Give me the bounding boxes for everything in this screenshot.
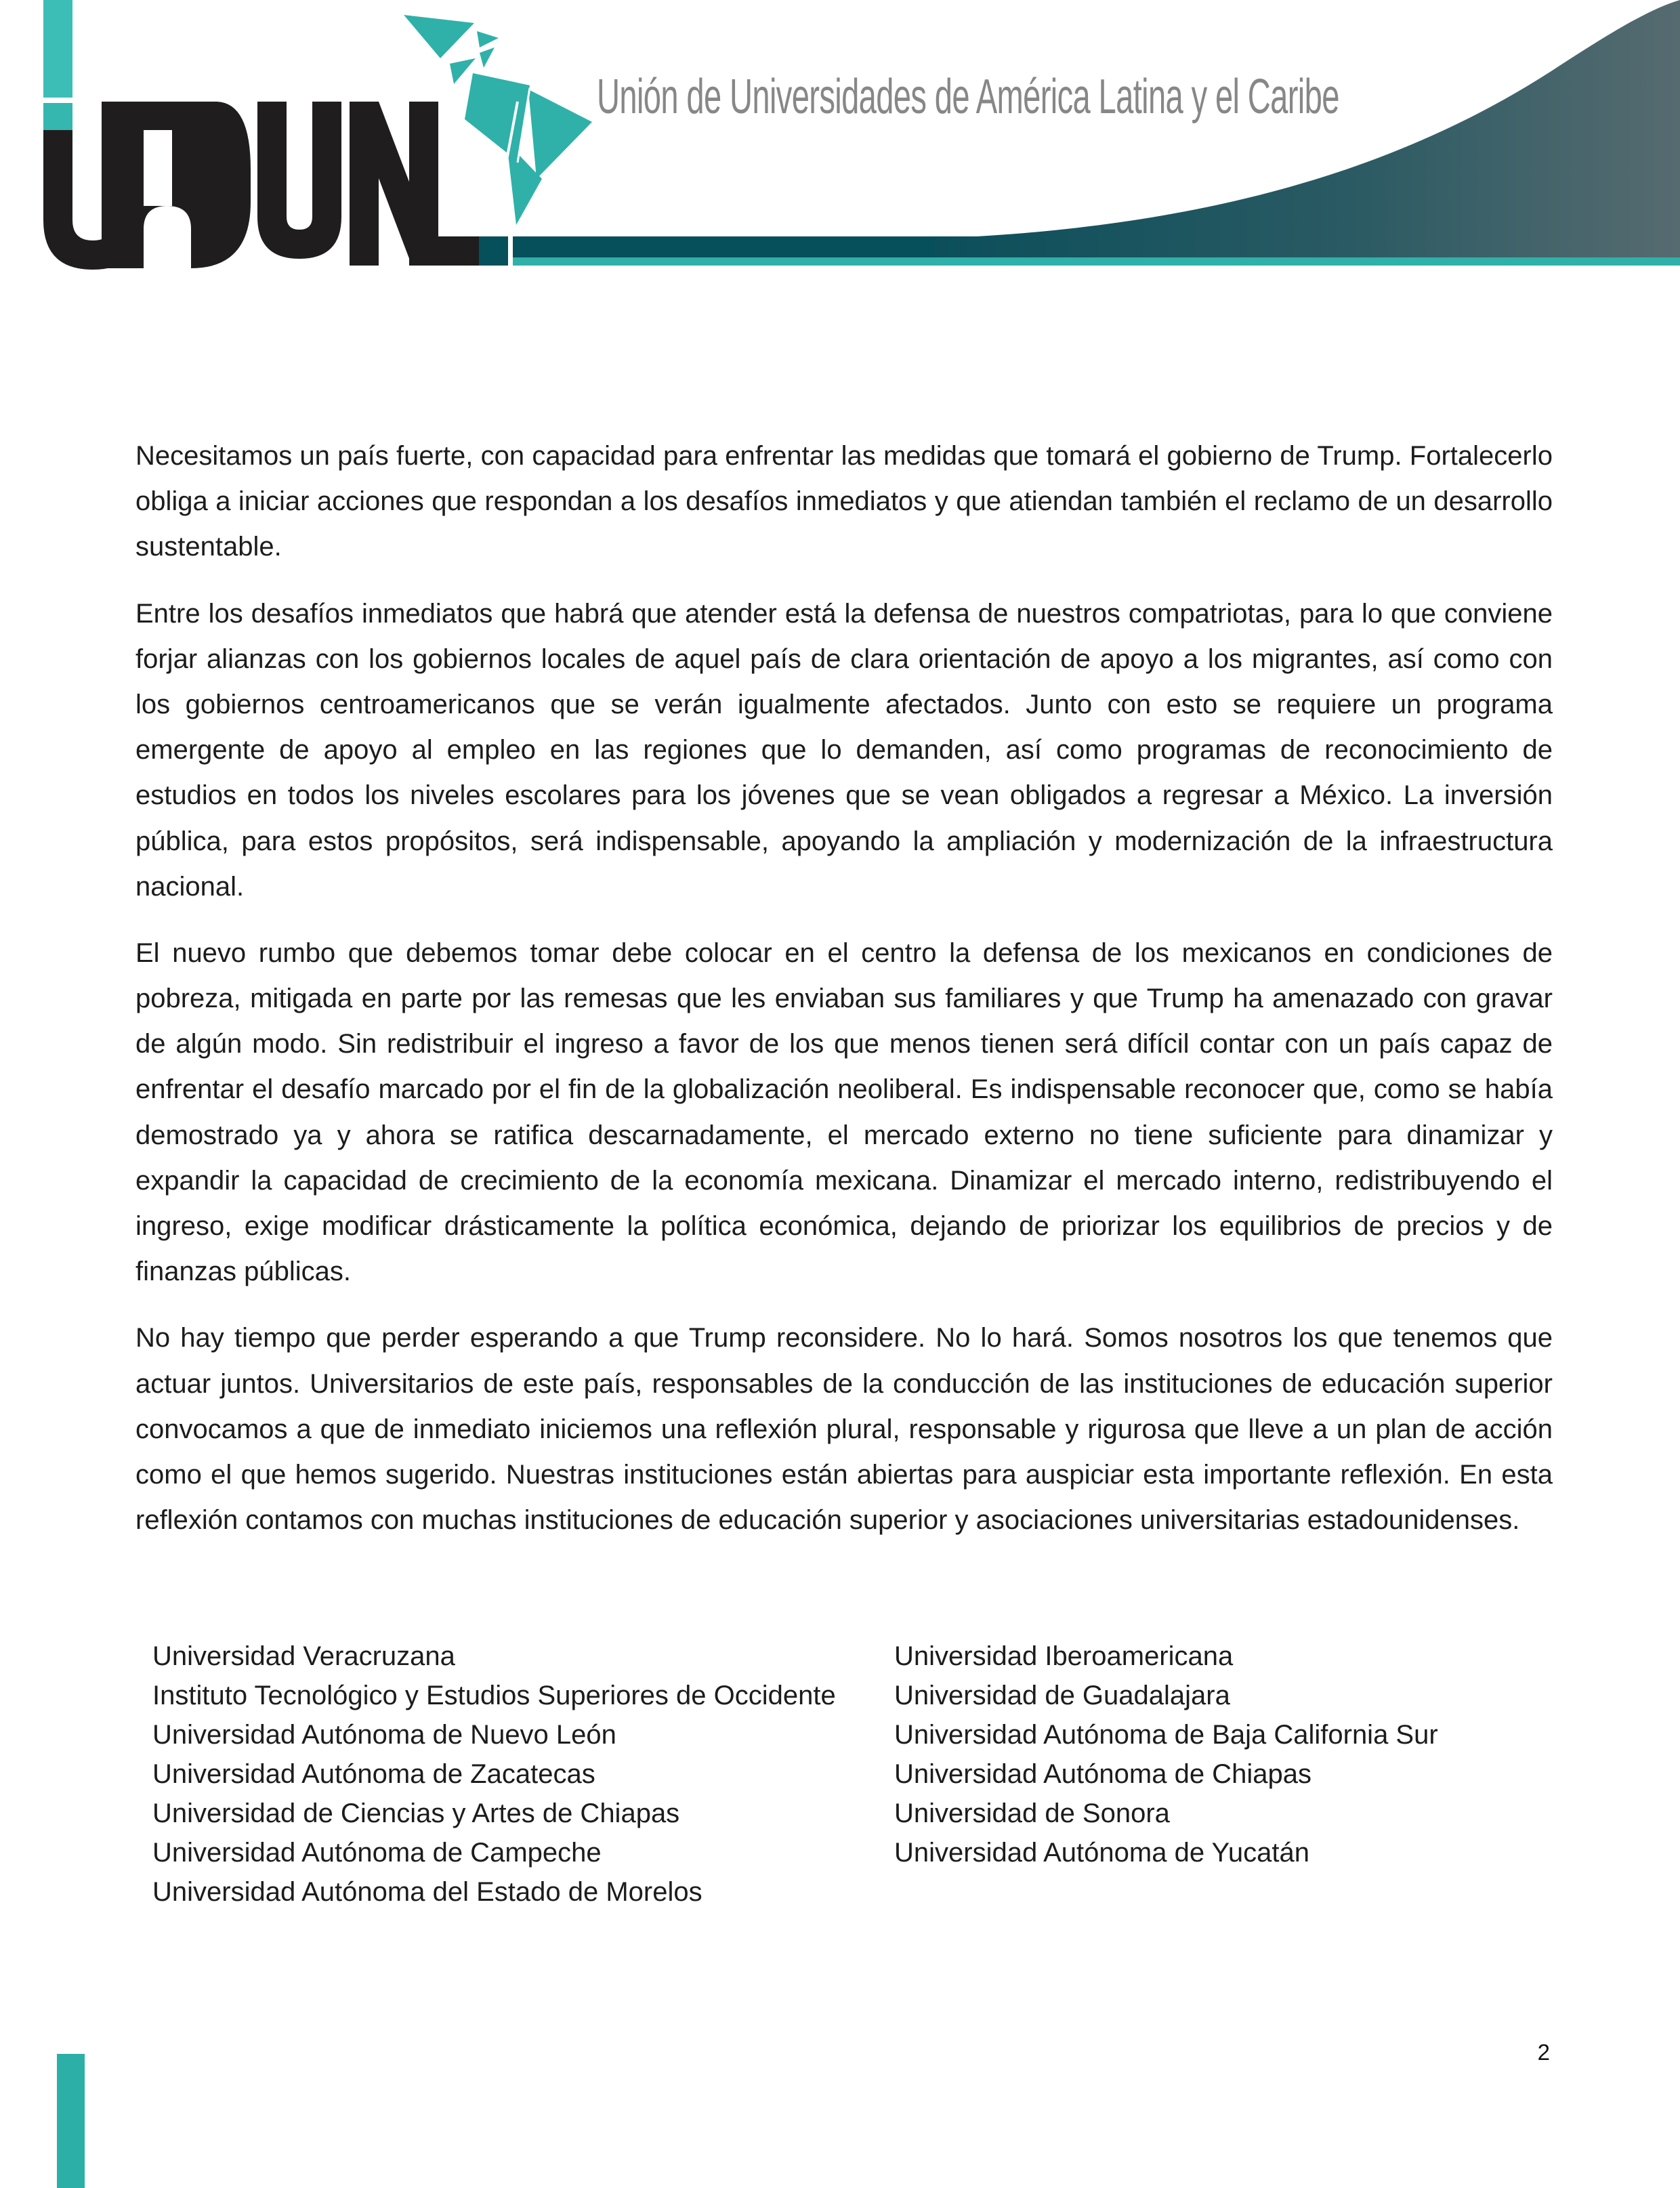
page-number: 2: [1537, 2040, 1550, 2065]
university-list-left-column: [152, 1637, 894, 1912]
bottom-accent-bar: [57, 2054, 85, 2188]
university-list-item: Universidad Autónoma de Nuevo León: [152, 1720, 616, 1750]
university-list: [152, 1637, 1595, 1912]
paragraph: El nuevo rumbo que debemos tomar debe colocar en el centro la defensa de los mexicanos en condiciones de pobreza, mitigada en parte por las remesas que les enviaban sus familiares y que Trump ha amenazado con gravar de algún modo. Sin redistribuir el ingreso a favor de los que menos tienen será difícil contar con un país capaz de enfrentar el desafío marcado por el fin de la globalización neoliberal. Es indispensable reconocer que, como se había demostrado ya y ahora se ratifica descarnadamente, el mercado externo no tiene suficiente para dinamizar y expandir la capacidad de crecimiento de la economía mexicana. Dinamizar el mercado interno, redistribuyendo el ingreso, exige modificar drásticamente la política económica, dejando de priorizar los equilibrios de precios y de finanzas públicas.: [135, 938, 1553, 1287]
university-list-item: Universidad Autónoma de Baja California Sur: [894, 1720, 1438, 1750]
paragraph: No hay tiempo que perder esperando a que Trump reconsidere. No lo hará. Somos nosotros los que tenemos que actuar juntos. Universitarios de este país, responsables de la conducción de las instituciones de educación superior convocamos a que de inmediato iniciemos una reflexión plural, responsable y rigurosa que lleve a un plan de acción como el que hemos sugerido. Nuestras instituciones están abiertas para auspiciar esta importante reflexión. En esta reflexión contamos con muchas instituciones de educación superior y asociaciones universitarias estadounidenses.: [135, 1323, 1553, 1536]
university-list-item: Universidad Autónoma de Zacatecas: [152, 1759, 595, 1789]
header-banner: [0, 0, 1680, 325]
university-list-item: Universidad Veracruzana: [152, 1641, 455, 1671]
university-list-item: Universidad Iberoamericana: [894, 1641, 1234, 1671]
university-list-item: Universidad Autónoma de Yucatán: [894, 1838, 1310, 1868]
paragraph: Necesitamos un país fuerte, con capacidad para enfrentar las medidas que tomará el gobierno de Trump. Fortalecerlo obliga a iniciar acciones que respondan a los desafíos inmediatos y que atiendan también el reclamo de un desarrollo sustentable.: [135, 441, 1553, 562]
udual-logo: [43, 0, 479, 270]
paragraph: Entre los desafíos inmediatos que habrá que atender está la defensa de nuestros compatriotas, para lo que conviene forjar alianzas con los gobiernos locales de aquel país de clara orientación de apoyo a los migrantes, así como con los gobiernos centroamericanos que se verán igualmente afectados. Junto con esto se requiere un programa emergente de apoyo al empleo en las regiones que lo demanden, así como programas de reconocimiento de estudios en todos los niveles escolares para los jóvenes que se vean obligados a regresar a México. La inversión pública, para estos propósitos, será indispensable, apoyando la ampliación y modernización de la infraestructura nacional.: [135, 598, 1553, 902]
university-list-item: Instituto Tecnológico y Estudios Superiores de Occidente: [152, 1681, 836, 1710]
org-title: Unión de Universidades de América Latina y el Caribe: [597, 70, 1339, 124]
document-body: [135, 434, 1553, 1564]
university-list-item: Universidad Autónoma de Chiapas: [894, 1759, 1311, 1789]
university-list-item: Universidad Autónoma de Campeche: [152, 1838, 602, 1868]
university-list-item: Universidad Autónoma del Estado de Morelos: [152, 1877, 702, 1907]
university-list-item: Universidad de Sonora: [894, 1798, 1170, 1828]
university-list-item: Universidad de Ciencias y Artes de Chiapas: [152, 1798, 680, 1828]
header-swoosh: [935, 0, 1680, 257]
university-list-item: Universidad de Guadalajara: [894, 1681, 1230, 1710]
university-list-right-column: [894, 1637, 1595, 1872]
